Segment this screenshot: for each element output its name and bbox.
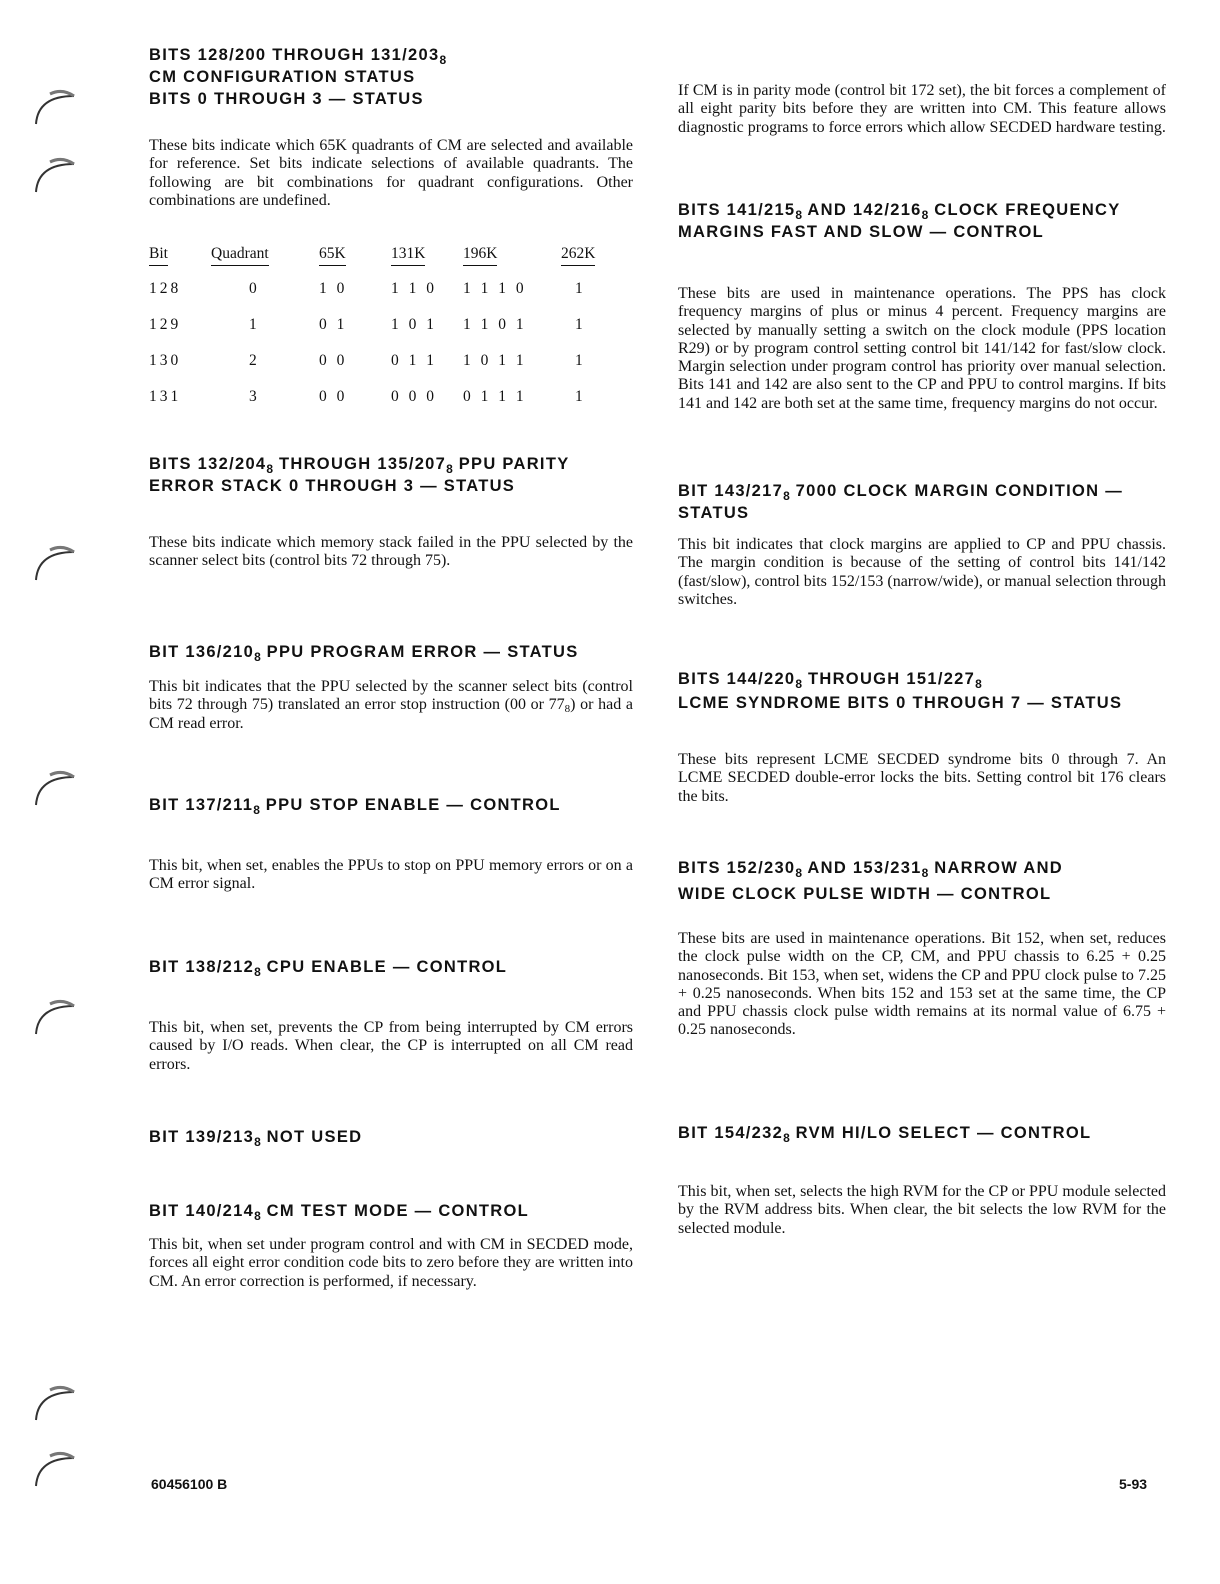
table-header: Quadrant <box>211 244 319 271</box>
table-cell: 1 1 0 <box>391 280 437 297</box>
table-cell: 0 0 <box>319 352 348 369</box>
table-cell: 1 <box>575 388 586 405</box>
section-text-ppu-parity-error: These bits indicate which memory stack failed in the PPU selected by the scanner select bits (control bits 72 through 75). <box>149 534 633 570</box>
table-cell: 128 <box>149 280 182 297</box>
binder-hole-mark <box>30 1446 80 1492</box>
table-cell: 1 0 1 1 <box>463 352 527 369</box>
table-cell: 1 <box>249 316 260 333</box>
table-cell: 1 <box>575 316 586 333</box>
quadrant-table <box>149 244 621 415</box>
section-heading-ppu-program-error: BIT $136/210_8$ PPU PROGRAM ERROR — STATUS <box>149 643 579 664</box>
table-cell: 0 1 <box>319 316 348 333</box>
section-text-clock-margin-condition: This bit indicates that clock margins are applied to CP and PPU chassis. The margin condition is because of the setting of control bits 141/142 (fast/slow), control bits 152/153 (narrow/wide), or manual selection through switches. <box>678 536 1166 608</box>
section-heading-lcme-syndrome: BITS $144/220_8$ THROUGH $151/227_8$ LCME SYNDROME BITS 0 THROUGH 7 — STATUS <box>678 670 1123 712</box>
table-header-row <box>149 244 621 271</box>
section-text-rvm-select: This bit, when set, selects the high RVM for the CP or PPU module selected by the RVM address bits. When clear, the bit selects the low RVM for the selected module. <box>678 1183 1166 1237</box>
table-header: Bit <box>149 244 211 271</box>
table-cell: 0 1 1 <box>391 352 437 369</box>
table-row <box>149 379 621 415</box>
table-row <box>149 307 621 343</box>
section-text-ppu-stop-enable: This bit, when set, enables the PPUs to stop on PPU memory errors or on a CM error signal. <box>149 857 633 893</box>
binder-hole-mark <box>30 540 80 586</box>
section-heading-clock-pulse-width: BITS $152/230_8$ AND $153/231_8$ NARROW AND WIDE CLOCK PULSE WIDTH — CONTROL <box>678 859 1064 903</box>
binder-hole-mark <box>30 765 80 811</box>
table-header: 196K <box>463 244 561 271</box>
binder-hole-mark <box>30 84 80 130</box>
binder-hole-mark <box>30 1380 80 1426</box>
table-row <box>149 343 621 379</box>
table-cell: 1 <box>575 352 586 369</box>
section-heading-ppu-stop-enable: BIT $137/211_8$ PPU STOP ENABLE — CONTROL <box>149 796 561 817</box>
section-heading-ppu-parity-error: BITS $132/204_8$ THROUGH $135/207_8$ PPU PARITY ERROR STACK 0 THROUGH 3 — STATUS <box>149 455 570 495</box>
document-number: 60456100 B <box>151 1476 228 1492</box>
table-cell: 0 0 0 <box>391 388 437 405</box>
section-text-clock-pulse-width: These bits are used in maintenance operations. Bit 152, when set, reduces the clock pulse width on the CP, CM, and PPU chassis to 6.25 + 0.25 nanoseconds. Bit 153, when set, widens the CP and PPU clock pulse to 7.25 + 0.25 nanoseconds. When bits 152 and 153 set at the same time, the CP and PPU chassis clock pulse width remains at its normal value of 6.75 + 0.25 nanoseconds. <box>678 930 1166 1039</box>
section-text-ppu-program-error: This bit indicates that the PPU selected by the scanner select bits (control bits 72 through 75) translated an error stop instruction (00 or $77_8$) or had a CM read error. <box>149 678 634 732</box>
table-cell: 3 <box>249 388 260 405</box>
table-cell: 130 <box>149 352 182 369</box>
binder-hole-mark <box>30 994 80 1040</box>
section-heading-cm-test-mode: BIT $140/214_8$ CM TEST MODE — CONTROL <box>149 1202 530 1223</box>
table-cell: 131 <box>149 388 182 405</box>
table-header: 131K <box>391 244 463 271</box>
table-cell: 0 0 <box>319 388 348 405</box>
table-cell: 2 <box>249 352 260 369</box>
binder-hole-mark <box>30 152 80 198</box>
section-text-lcme-syndrome: These bits represent LCME SECDED syndrome bits 0 through 7. An LCME SECDED double-error locks the bits. Setting control bit 176 clears the bits. <box>678 751 1166 805</box>
table-cell: 1 0 1 <box>391 316 437 333</box>
table-header: 262K <box>561 244 621 271</box>
section-text-cm-test-mode: This bit, when set under program control and with CM in SECDED mode, forces all eight error condition code bits to zero before they are written into CM. An error correction is performed, if necessary. <box>149 1236 633 1290</box>
section-heading-rvm-select: BIT $154/232_8$ RVM HI/LO SELECT — CONTROL <box>678 1124 1092 1145</box>
table-cell: 1 0 <box>319 280 348 297</box>
table-cell: 1 1 1 0 <box>463 280 527 297</box>
page-number: 5-93 <box>1119 1476 1148 1492</box>
section-heading-cm-configuration: BITS 128/200 THROUGH $131/203_8$ CM CONFIGURATION STATUS BITS 0 THROUGH 3 — STATUS <box>149 46 447 108</box>
section-heading-cpu-enable: BIT $138/212_8$ CPU ENABLE — CONTROL <box>149 958 508 979</box>
section-heading-clock-frequency-margins: BITS $141/215_8$ AND $142/216_8$ CLOCK FREQUENCY MARGINS FAST AND SLOW — CONTROL <box>678 201 1121 241</box>
table-cell: 0 1 1 1 <box>463 388 527 405</box>
table-cell: 0 <box>249 280 260 297</box>
section-heading-not-used: BIT $139/213_8$ NOT USED <box>149 1128 363 1149</box>
table-row <box>149 271 621 307</box>
section-text-cm-configuration: These bits indicate which 65K quadrants of CM are selected and available for reference. Set bits indicate selections of available quadrants. The following are bit combinations for quadrant configurations. Other combinations are undefined. <box>149 137 633 209</box>
section-text-cpu-enable: This bit, when set, prevents the CP from being interrupted by CM errors caused by I/O reads. When clear, the CP is interrupted on all CM read errors. <box>149 1019 633 1073</box>
table-header: 65K <box>319 244 391 271</box>
section-heading-clock-margin-condition: BIT $143/217_8$ 7000 CLOCK MARGIN CONDITION — STATUS <box>678 482 1124 522</box>
table-cell: 1 <box>575 280 586 297</box>
section-text-clock-frequency-margins: These bits are used in maintenance operations. The PPS has clock frequency margins of plus or minus 4 percent. Frequency margins are selected by manually setting a switch on the clock module (PPS location R29) or by program control setting control bit 141/142 for fast/slow clock. Margin selection under program control has priority over manual selection. Bits 141 and 142 are also sent to the CP and PPU to control margins. If bits 141 and 142 are both set at the same time, frequency margins do not occur. <box>678 285 1166 412</box>
table-cell: 129 <box>149 316 182 333</box>
section-text-parity-mode: If CM is in parity mode (control bit 172 set), the bit forces a complement of all eight parity bits before they are written into CM. This feature allows diagnostic programs to force errors which allow SECDED hardware testing. <box>678 82 1166 136</box>
table-cell: 1 1 0 1 <box>463 316 527 333</box>
